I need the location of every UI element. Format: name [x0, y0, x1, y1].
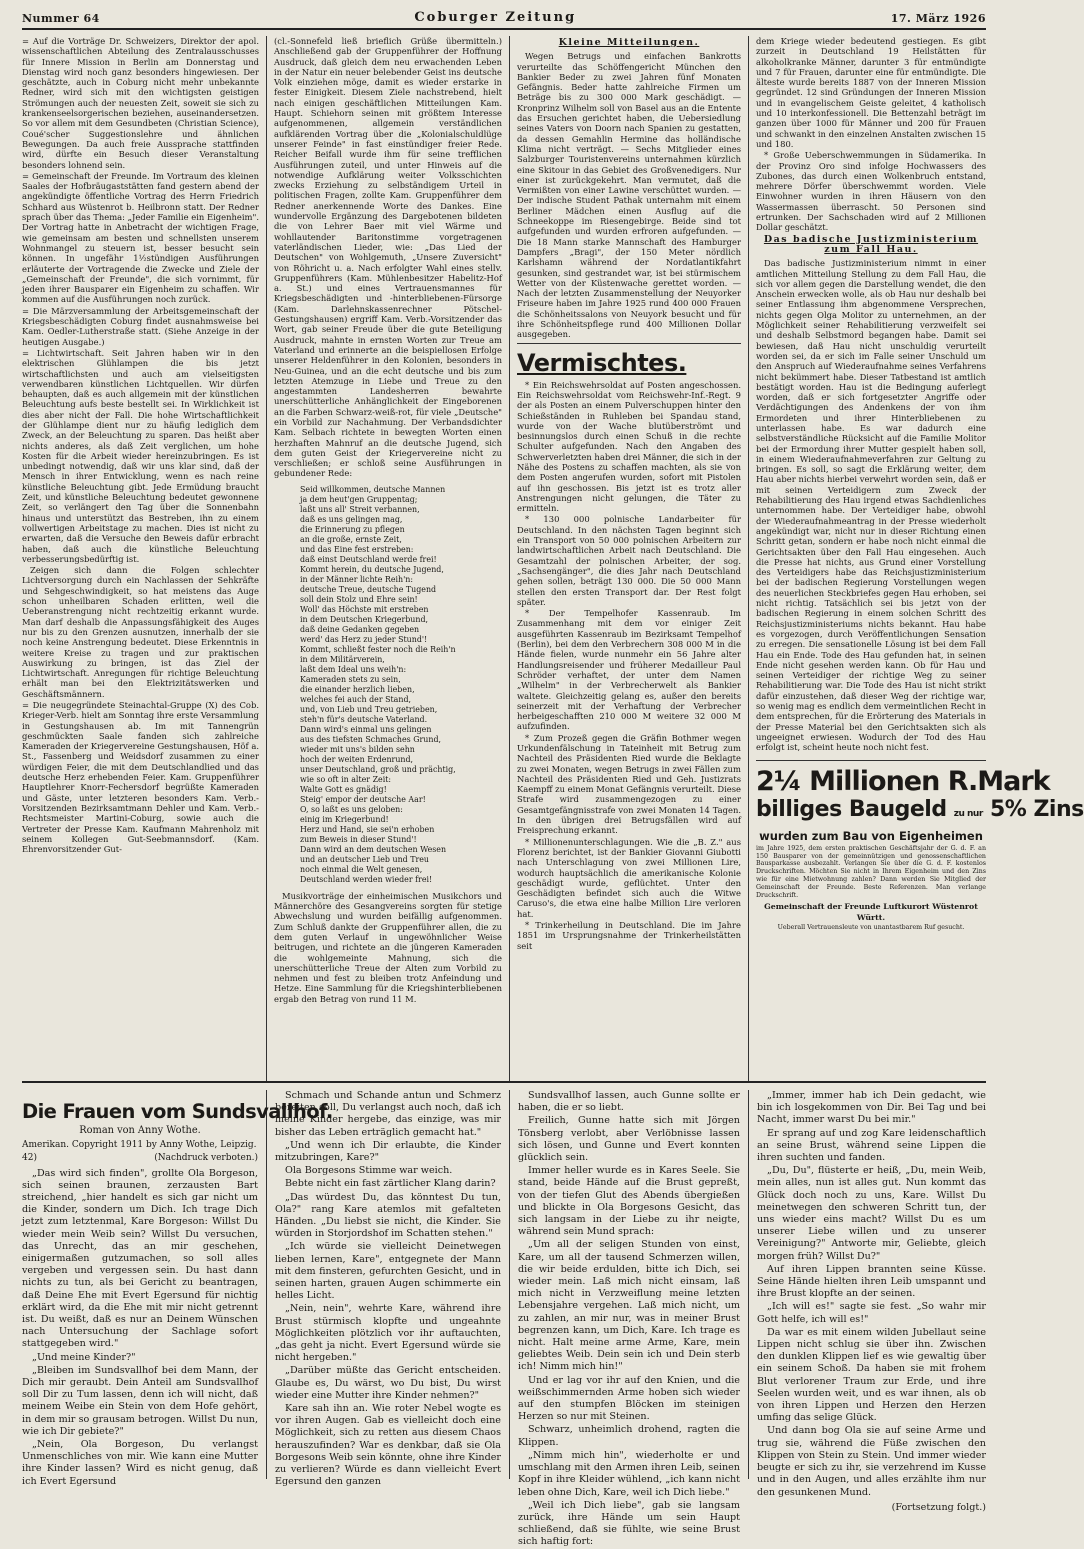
novel-text-2 [275, 1090, 501, 1489]
novel-paragraph: Da war es mit einem wilden Jubellaut seine Lippen nicht schlug sie über ihn. Zwischen den dunklen Klippen lief es wie gewaltig über ein seinem Schoß. Da haben sie mit frohem Blut verlorener Traum zur Erde, und ihre Seelen wurden weit, und es war ihnen, als ob von ihren Lippen und Herzen den Herzen umfing das selige Glück. [757, 1326, 986, 1424]
poem-line: steh'n für's deutsche Vaterland. [300, 714, 428, 724]
novel-meta [22, 1152, 258, 1164]
masthead [22, 8, 986, 30]
ad-subheadline-part2: zu nur [953, 809, 983, 820]
column-mitteilungen [510, 36, 749, 1081]
novel-column-4 [749, 1090, 986, 1513]
novel-paragraph: Schwarz, unheimlich drohend, ragten die Klippen. [518, 1424, 740, 1448]
article-kriegsbeschaedigte: = Die Märzversammlung der Arbeitsgemeinschaft der Kriegsbeschädigten Coburg findet ausnahmsweise bei Kam. Oedler-Lutherstraße statt. (Siehe Anzeige in der heutigen Ausgabe.) [22, 305, 259, 347]
novel-paragraph: Freilich, Gunne hatte sich mit Jörgen Tönsberg verlobt, aber Verlöbnisse lassen sich lösen, und Gunne und Evert konnten glücklich sein. [518, 1115, 740, 1164]
novel-paragraph: Ola Borgesons Stimme war weich. [285, 1165, 453, 1177]
article-kleine-mitteilungen: Wegen Betrugs und einfachen Bankrotts verurteilte das Schöffengericht München den Bankier Beder zu zwei Jahren fünf Monaten Gefängnis. Beder hatte zahlreiche Firmen um Beträge bis zu 300 000 Mark geschädigt. — Kronprinz Wilhelm soll von Basel aus an die Entente das Ersuchen gerichtet haben, die Uebersiedlung seines Vaters von Doorn nach Spanien zu gestatten, da dessen Gemahlin Hermine das holländische Klima nicht verträgt. — Sechs Mitglieder eines Salzburger Touristenvereins unternahmen kürzlich eine Skitour in das Gebiet des Großvenedigers. Nur einer ist zurückgekehrt. Man vermutet, daß die Vermißten von einer Lawine verschüttet wurden. — Der indische Student Pathak unternahm mit einem Berliner Mädchen einen Ausflug auf die Schneekoppe im Riesengebirge. Beide sind tot aufgefunden und wurden erfroren aufgefunden. — Die 18 Mann starke Mannschaft des Hamburger Dampfers „Bragi", der 150 Meter nördlich Karlshamn während der Nordatlantikfahrt gesunken, sind gestrandet war, ist bei stürmischem Wetter von der Küstenwache gerettet worden. — Nach der letzten Zusammenstellung der Neuyorker Friseure haben im Jahre 1925 rund 400 000 Frauen die Schönheitssalons von Neuyork besucht und für ihre Schönheitspflege rund 400 Millionen Dollar ausgegeben. [517, 51, 741, 340]
divider [517, 343, 741, 344]
novel-paragraph: Und er lag vor ihr auf den Knien, und die weißschimmernden Arme hoben sich wieder auf den stumpfen Blöcken im steinigen Herzen so nur mit Steinen. [518, 1374, 740, 1423]
article-gemeinschaft: = Gemeinschaft der Freunde. Im Vortraum des kleinen Saales der Hofbräugaststätten fand gestern abend der angekündigte öffentliche Vortrag des Herrn Friedrich Schhard aus Wüstenrot b. Heilbronn statt. Der Redner sprach über das Thema: „Jeder Familie ein Eigenheim". Der Vortrag hatte in Anbetracht der wichtigen Frage, wie gemeinsam am besten und schnellsten unserem Wohnmangel zu steuern ist, besser besucht sein können. In ungefähr 1½stündigen Ausführungen erläuterte der Vortragende die Zwecke und Ziele der „Gemeinschaft der Freunde", die sich vornimmt, für jeden ihrer Bausparer ein Eigenheim zu schaffen. Wir kommen auf die Ausführungen noch zurück. [22, 170, 259, 305]
poem-line: Walte Gott es gnädig! [300, 784, 387, 794]
poem-line: zum Beweis in dieser Stund'! [300, 834, 417, 844]
poem-line: Kameraden stets zu sein, [300, 674, 401, 684]
poem-line: Dann wird an dem deutschen Wesen [300, 844, 447, 854]
ad-subheadline-part3: 5% Zins [989, 797, 1084, 823]
column-local-news [22, 36, 267, 1081]
poem-line: aus des tiefsten Schmaches Grund, [300, 734, 442, 744]
novel-installment: 42) [22, 1153, 37, 1164]
novel-paragraph: „Darüber müßte das Gericht entscheiden. Glaube es, Du wärst, wo Du bist, Du wirst wieder eine Mutter ihre Kinder nehmen?" [275, 1365, 501, 1401]
article-fall-hau: Das badische Justizministerium nimmt in einer amtlichen Mitteilung Stellung zu dem Fall Hau, die sich vor allem gegen die Darstellung wendet, die den Anschein erwecken wolle, als ob Hau nur deshalb bei seiner Entlassung ihm abgenommene Versprechen, nichts gegen Olga Molitor zu unternehmen, an der Möglichkeit seiner Rehabilitierung verzweifelt sei und deshalb Selbstmord begangen habe. Damit sei bewiesen, daß Hau nicht unschuldig verurteilt worden sei, da er sich im Falle seiner Unschuld um den Anspruch auf Wiederaufnahme seines Verfahrens nicht bekümmert habe. Dieser Tatbestand ist amtlich bestätigt worden. Hau ist die Bedingung auferlegt worden, daß er sich fortgesetzter Angriffe oder Verdächtigungen des Andenkens der von ihm Ermordeten und ihrer Hinterbliebenen zu unterlassen habe. Es war dadurch eine selbstverständliche Rücksicht auf die Familie Molitor bei der Ermordung ihrer Mutter gespielt haben soll, in einem Wiederaufnahmeverfahren zur Geltung zu bringen. Es soll, so sagt die Erklärung weiter, dem Hau aber nichts hierbei verwehrt worden sein, daß er mit seinen Verteidigern zum Zweck der Rehabilitierung des Hau irgend etwas Sachdienliches unternommen habe. Der Verteidiger habe, obwohl der Wiederaufnahmeantrag in der Presse wiederholt angekündigt war, nicht nur in dieser Richtung einen Schritt getan, sondern er habe noch nicht einmal die Gerichtsakten über den Fall Hau eingesehen. Auch die Presse hat nichts, aus Grund einer Vorstellung des Verteidigers habe das Reichsjustizministerium bei der badischen Regierung Vorstellungen wegen des neuerlichen Steckbriefes gegen Hau erhoben, sei nicht richtig. Tatsächlich sei bis jetzt von der badischen Regierung in einem solchen Schritt des Reichsjustizministeriums nichts bekannt. Hau habe es vorgezogen, durch Veröffentlichungen Sensation zu erregen. Die sensationelle Lösung ist bei dem Fall Hau ein Ende. Tode des Hau gefunden hat, in seinen Ende nicht gesehen werden kann. Ob für Hau und seinen Verteidiger der richtige Weg zu seiner Rehabilitierung war. Die Tode des Hau ist nicht strikt dafür einzustehen, daß dieser Weg der richtige war, so wenig mag es endlich dem vermeintlichen Recht in dem entsprechen, für die Erörterung des Materials in der Presse Material bei den Gerichtsakten sich als ungeeignet erwiesen. Wodurch der Tod des Hau erfolgt ist, scheint heute noch nicht fest. [756, 258, 986, 753]
novel-text-3 [518, 1090, 740, 1549]
poem-line: die Erinnerung zu pflegen [300, 524, 405, 534]
novel-paragraph: „Das wird sich finden", grollte Ola Borgeson, sich seinen braunen, zerzausten Bart streichend, „hier handelt es sich gar nicht um die Kinder, sondern um Dich. Ich trage Dich jetzt zum letztenmal, Kare Borgeson: Willst Du wieder mein Weib sein? Willst Du versuchen, das Unrecht, das an mir geschehen, einigermaßen gutzumachen, so soll alles vergeben und vergessen sein. Du hast dann nichts zu tun, als bei Gericht zu beantragen, daß Deine Ehe mit Evert Egersund für nichtig erklärt wird, da die Ehe mit mir nicht getrennt ist. Du weißt, daß es nur an Deinem Wünschen nach Untersuchung der Sachlage sofort stattgegeben wird." [22, 1167, 258, 1350]
poem-line: Kommt herein, du deutsche Jugend, [300, 564, 444, 574]
novel-paragraph: Schmach und Schande antun und Schmerz bereiten soll, Du verlangst auch noch, daß ich meine Kinder hergebe, das einzige, was mir bisher das Leben erträglich gemacht hat." [275, 1090, 501, 1138]
article-kassenraub: * Der Tempelhofer Kassenraub. Im Zusammenhang mit dem vor einiger Zeit ausgeführten Kassenraub im Bezirksamt Tempelhof (Berlin), bei dem den Verbrechern 308 000 M in die Hände fielen, wurde nunmehr ein 56 Jahre alter Handlungsreisender und früherer Medailleur Paul Schröder verhaftet, der unter dem Namen „Wilhelm" in der Verbrecherwelt als Bankier waltete. Gleichzeitig gelang es, außer den bereits seinerzeit mit der Verhaftung der Verbrecher herbeigeschafften 210 000 M weitere 32 000 M aufzufinden. [517, 608, 741, 732]
ad-subheadline [756, 797, 1084, 827]
novel-paragraph: „Du, Du", flüsterte er heiß, „Du, mein Weib, mein alles, nun ist alles gut. Nun kommt das Glück doch noch zu uns, Kare. Willst Du meinetwegen den schweren Schritt tun, der uns wieder eins macht? Willst Du es um unserer Liebe willen und zu unserer Vereinigung?" Antworte mir, Geliebte, gleich morgen früh? Willst Du?" [757, 1165, 986, 1262]
poem-line: welches fei auch der Stand, [300, 694, 412, 704]
poem-line: einig im Kriegerbund! [300, 814, 389, 824]
ad-organization: Gemeinschaft der Freunde Luftkurort Wüstenrot Württ. [764, 902, 978, 922]
novel-paragraph: „Um all der seligen Stunden von einst, Kare, um all der tausend Schmerzen willen, die wir beide erdulden, bitte ich Dich, sei wieder mein. Laß mich nicht einsam, laß mich nicht in Verzweiflung meine letzten Lebensjahre vergehen. Laß mich nicht, um zu zahlen, an mir nur, was in meiner Brust begrenzen kann, um Dich, Kare. Ich trage es nicht. Halt meine arme Arme, Kare, mein geliebtes Weib. Dein sein ich und Dein sterb ich! Nimm mich hin!" [518, 1239, 740, 1373]
ad-headline: 2¼ Millionen R.Mark [756, 766, 1050, 798]
novel-paragraph: Immer heller wurde es in Kares Seele. Sie stand, beide Hände auf die Brust gepreßt, von der tiefen Glut des Abends übergießen und blickte in Ola Borgesons Gesicht, das sich langsam in der Liebe zu ihr neigte, während sein Mund sprach: [518, 1165, 740, 1238]
novel-paragraph: „Ich würde sie vielleicht Deinetwegen lieben lernen, Kare", entgegnete der Mann mit dem finsteren, gefurchten Gesicht, und in seinen harten, grauen Augen schimmerte ein helles Licht. [275, 1241, 501, 1302]
news-section [22, 36, 1084, 1083]
article-krieger-end: Musikvorträge der einheimischen Musikchors und Männerchöre des Gesangvereins sorgten für stetige Abwechslung und wurden beifällig aufgenommen. Zum Schluß dankte der Gruppenführer allen, die zu dem guten Verlauf in ungewöhnlicher Weise beitrugen, und richtete an die jüngeren Kameraden die wohlgemeinte Mahnung, sich die unerschütterliche Treue der Alten zum Vorbild zu nehmen und fest zu bleiben trotz Anfeindung und Hetze. Eine Sammlung für die Kriegshinterbliebenen ergab den Betrag von rund 11 M. [274, 890, 502, 1004]
poem-line: laßt dem Ideal uns weih'n: [300, 664, 407, 674]
article-suedamerika: * Große Ueberschwemmungen in Südamerika. In der Provinz Oro sind infolge Hochwassers des Zubones, das durch einen Wolkenbruch entstand, mehrere Dörfer überschwemmt worden. Viele Einwohner wurden in ihren Häusern von den Wassermassen überrascht. 50 Personen sind ertrunken. Der Sachschaden wird auf 2 Millionen Dollar geschätzt. [756, 150, 986, 233]
poem-line: ja dem heut'gen Gruppentag; [300, 494, 418, 504]
novel-title: Die Frauen vom Sundsvallhof. [22, 1100, 333, 1123]
poem-line: in der Männer lichte Reih'n: [300, 574, 414, 584]
poem-line: hoch der weiten Erdenrund, [300, 754, 414, 764]
poem-line: in dem Deutschen Kriegerbund, [300, 614, 429, 624]
newspaper-title: Coburger Zeitung [414, 10, 577, 25]
poem-line: Dann wird's einmal uns gelingen [300, 724, 432, 734]
article-krieger-cont: (cl.-Sonnefeld ließ brieflich Grüße übermitteln.) Anschließend gab der Gruppenführer der Hoffnung Ausdruck, daß gleich dem neu erwachenden Leben in der Natur ein neuer belebender Geist ins deutsche Volk einziehen möge, damit es wieder erstarke in fester Einigkeit. Diesem Ziele nachstrebend, hielt nach einigen geschäftlichen Mitteilungen Kam. Haupt. Schiehorn seinen mit größtem Interesse aufgenommenen, allgemein verständlichen aufklärenden Vortrag über die „Kolonialschuldlüge unserer Feinde" in fast einstündiger freier Rede. Reicher Beifall wurde ihm für seine trefflichen Ausführungen zuteil, und unter Hinweis auf die notwendige Aufklärung weiter Volksschichten zwecks Erziehung zu selbständigem Urteil in politischen Fragen, zollte Kam. Gruppenführer dem Redner anerkennende Worte des Dankes. Eine wundervolle Ergänzung des Dargebotenen bildeten die von Lehrer Baer mit viel Wärme und wohllautender Baritonstimme vorgetragenen vaterländischen Lieder, wie: „Das Lied der Deutschen" von Wohlgemuth, „Unsere Zuversicht" von Röhricht u. a. Nach erfolgter Wahl eines stellv. Gruppenführers (Kam. Mühlenbesitzer Habelitz-Hof a. St.) und eines Vertrauensmannes für Kriegsbeschädigten und -hinterbliebenen-Fürsorge (Kam. Darlehnskassenrechner Pötschel-Gestungshausen) ergriff Kam. Verb.-Vorsitzender das Wort, gab seiner Freude über die gute Beteiligung Ausdruck, mahnte in ernsten Worten zur Treue am Vaterland und erinnerte an die beispiellosen Erfolge unserer Heldenführer in den Kolonien, besonders in Neu-Guinea, und an die echt deutsche und bis zum letzten Atemzuge in Liebe und Treue zu den angestammten Landesherren bewahrte unerschütterliche Anhänglichkeit der Eingeborenen an die Farben Schwarz-weiß-rot, für viele „Deutsche" ein Vorbild zur Nachahmung. Der Verbandsdichter Kam. Selbach richtete in bewegten Worten einen herzhaften Mahnruf an die deutsche Jugend, sich dem guten Geist der Kriegervereine nicht zu verschließen; er schloß seine Ausführungen in gebundener Rede: [274, 36, 502, 479]
novel-column-3 [510, 1090, 749, 1548]
novel-paragraph: „Weil ich Dich liebe", gab sie langsam zurück, ihre Hände um sein Haupt schließend, daß sie fühlte, wie seine Brust sich haftig fort: [518, 1499, 740, 1548]
article-reichswehrsoldat: * Ein Reichswehrsoldat auf Posten angeschossen. Ein Reichswehrsoldat vom Reichswehr-Inf.-Regt. 9 der als Posten an einem Pulverschuppen hinter den Schießständen in Ruhleben bei Spandau stand, wurde von der Wache blutüberströmt und besinnungslos durch einen Schuß in die rechte Schulter aufgefunden. Nach den Angaben des Schwerverletzten haben drei Männer, die sich in der Nähe des Postens zu schaffen machten, als sie von dem Posten angerufen wurden, sofort mit Pistolen auf ihn geschossen. Bis jetzt ist es trotz aller Anstrengungen nicht gelungen, die Täter zu ermitteln. [517, 379, 742, 514]
poem [300, 485, 502, 885]
issue-date: 17. März 1926 [890, 12, 986, 25]
article-millionen: * Millionenunterschlagungen. Wie die „B. Z." aus Florenz berichtet, ist der Bankier Giovanni Giubotti nach Unterschlagung von zwei Millionen Lire, wodurch hauptsächlich die amerikanische Kolonie geschädigt wurde, geflüchtet. Unter den Geschädigten befindet sich auch die Witwe Caruso's, die etwa eine halbe Million Lire verloren hat. [517, 836, 741, 919]
poem-line: daß es uns gelingen mag, [300, 514, 403, 524]
novel-author: Roman von Anny Wothe. [79, 1125, 201, 1136]
poem-line: wieder mit uns's bilden sehn [300, 744, 415, 754]
novel-paragraph: „Nimm mich hin", wiederholte er und umschlang mit den Armen ihren Leib, seinen Kopf in ihre Kleider wühlend, „ich kann nicht leben ohne Dich, Kare, weil ich Dich liebe." [518, 1449, 740, 1498]
poem-line: Seid willkommen, deutsche Mannen [300, 484, 446, 494]
poem-line: wie so oft in alter Zeit: [300, 774, 392, 784]
poem-line: Deutschland werden wieder frei! [300, 874, 433, 884]
ad-recruitment: Ueberall Vertrauensleute von unantastbarem Ruf gesucht. [777, 923, 965, 931]
article-trinkerheilung: * Trinkerheilung in Deutschland. Die im Jahre 1851 im Ursprungsnahme der Trinkerheilstätten seit [517, 920, 741, 951]
poem-line: O, so laßt es uns geloben: [300, 804, 403, 814]
article-landarbeiter: * 130 000 polnische Landarbeiter für Deutschland. In den nächsten Tagen beginnt sich ein Transport von 50 000 polnischen Arbeitern zur landwirtschaftlichen Arbeit nach Deutschland. Die Gesamtzahl der polnischen Arbeiter, der sog. „Sachsengänger", die dies Jahr nach Deutschland gehen sollen, beträgt 130 000. Die 50 000 Mann stellen den ersten Transport dar. Der Rest folgt später. [517, 514, 741, 607]
novel-text-4 [757, 1090, 986, 1514]
novel-paragraph: Er sprang auf und zog Kare leidenschaftlich an seine Brust, während seine Lippen die ihren suchten und fanden. [757, 1127, 986, 1164]
heading-vermischtes: Vermischtes. [517, 348, 687, 377]
poem-line: in dem Militärverein, [300, 654, 385, 664]
poem-line: und, von Lieb und Treu getrieben, [300, 704, 438, 714]
ad-fineprint: im Jahre 1925, dem ersten praktischen Geschäftsjahr der G. d. F. an 150 Bausparer von der gemeinnützigen und genossenschaftlichen Bausparkasse ausbezahlt. Verlangen Sie über die G. d. F. kostenlos Druckschriften. Möchten Sie nicht in Ihrem Eigenheim und den Zins wie für eine Mietwohnung zahlen? Dann werden Sie Mitglied der Gemeinschaft der Freunde. Beste Referenzen. Man verlange Druckschrift. [756, 844, 986, 899]
poem-line: laßt uns all' Streit verbannen, [300, 504, 420, 514]
novel-paragraph: „Nein, Ola Borgeson, Du verlangst Unmenschliches von mir. Wie kann eine Mutter ihre Kinder lassen? Wird es nicht genug, daß ich Evert Egersund [22, 1439, 258, 1487]
issue-number: Nummer 64 [22, 12, 100, 25]
poem-line: und das Eine fest erstreben: [300, 544, 414, 554]
article-schweizer: = Auf die Vorträge Dr. Schweizers, Direktor der apol. wissenschaftlichen Abteilung des Zentralausschusses für Innere Mission in Berlin am Donnerstag und Dienstag wird noch ganz besonders hingewiesen. Der geschätzte, auch in Coburg nicht mehr unbekannte Redner, wird sich mit den wichtigsten geistigen Strömungen auch der neuesten Zeit, soweit sie sich zu krankenseelsorgerischen beziehen, auseinandersetzen. So vor allem mit dem Gesundbeten (Christian Science), Coué'scher Suggestionslehre und ähnlichen Bewegungen. Da auch freie Aussprache stattfinden wird, dürfte ein Besuch dieser Veranstaltung besonders lohnend sein. [22, 36, 259, 170]
poem-line: daß einst Deutschland werde frei! [300, 554, 437, 564]
poem-line: soll dein Stolz und Ehre sein! [300, 594, 418, 604]
article-bothmer: * Zum Prozeß gegen die Gräfin Bothmer wegen Urkundenfälschung in Tateinheit mit Betrug zum Nachteil des Präsidenten Ried wurde die Beklagte zu zwei Monaten, wegen Betrugs in zwei Fällen zum Nachteil des Präsidenten Ried und Geh. Justizrats Kaempff zu einem Monat Gefängnis verurteilt. Diese Strafe wird zusammengezogen zu einer Gesamtgefängnisstrafe von zwei Monaten 14 Tagen. In den übrigen drei Betrugsfällen wird auf Freisprechung erkannt. [517, 732, 741, 836]
poem-line: die einander herzlich lieben, [300, 684, 415, 694]
column-krieger [267, 36, 510, 1081]
ad-subheadline-part1: billiges Baugeld [756, 797, 947, 823]
novel-paragraph: „Das würdest Du, das könntest Du tun, Ola?" rang Kare atemlos mit gefalteten Händen. „Du liebst sie nicht, die Kinder. Sie würden in Storjordshof im Schatten stehen." [275, 1191, 501, 1240]
novel-paragraph: „Bleiben im Sundsvallhof bei dem Mann, der Dich mir geraubt. Dein Anteil am Sundsvallhof soll Dir zu Tum lassen, denn ich will nicht, daß meinem Weibe ein Stein von dem Hofe gehört, in dem mir so grausam betrogen. Willst Du nun, wie ich Dir gebiete?" [22, 1364, 258, 1437]
poem-line: noch einmal die Welt genesen, [300, 864, 423, 874]
poem-line: Herz und Hand, sie sei'n erhoben [300, 824, 435, 834]
poem-line: daß deine Gedanken gegeben [300, 624, 420, 634]
advertisement-baugeld [756, 760, 1084, 933]
poem-line: Kommt, schließt fester noch die Reih'n [300, 644, 456, 654]
novel-paragraph: „Ich will es!" sagte sie fest. „So wahr mir Gott helfe, ich will es!" [757, 1301, 986, 1325]
article-trinkerheilung-cont: dem Kriege wieder bedeutend gestiegen. Es gibt zurzeit in Deutschland 19 Heilstätten für alkoholkranke Männer, darunter 3 für entmündigte und 7 für Frauen, darunter eine für entmündigte. Die älteste wurde bereits 1887 von der Inneren Mission gegründet. 12 sind Gründungen der Inneren Mission und in evangelischem Geiste geleitet, 4 katholisch und 10 interkonfessionell. Die Bettenzahl beträgt im ganzen über 1000 für Männer und 200 für Frauen und schwankt in den einzelnen Anstalten zwischen 15 und 180. [756, 36, 986, 149]
novel-paragraph: Bebte nicht ein fast zärtlicher Klang darin? [285, 1178, 496, 1190]
novel-continued-notice: (Fortsetzung folgt.) [891, 1501, 986, 1513]
novel-paragraph: „Immer, immer hab ich Dein gedacht, wie bin ich losgekommen von Dir. Bei Tag und bei Nacht, immer warst Du bei mir." [757, 1090, 986, 1126]
poem-line: werd' das Herz zu jeder Stund'! [300, 634, 428, 644]
novel-column-1 [22, 1090, 333, 1487]
column-right [749, 36, 1084, 1081]
novel-paragraph: Kare sah ihn an. Wie roter Nebel wogte es vor ihren Augen. Gab es vielleicht doch eine Möglichkeit, sich zu retten aus diesem Chaos herauszufinden? War es denkbar, daß sie Ola Borgesons Weib sein könnte, ohne ihre Kinder zu verlieren? Würde es dann vielleicht Evert Egersund den ganzen [275, 1403, 501, 1488]
novel-column-2 [267, 1090, 510, 1488]
poem-line: an die große, ernste Zeit, [300, 534, 402, 544]
article-steinachtal: = Die neugegründete Steinachtal-Gruppe (X) des Cob. Krieger-Verb. hielt am Sonntag ihre erste Versammlung in Gestungshausen ab. Im mit Tannengrün geschmückten Saale fanden sich zahlreiche Kameraden der Kriegervereine Gestungshausen, Höf a. St., Fassenberg und Weidsdorf zusammen zu einer würdigen Feier, die mit dem Deutschlandlied und das deutsche Herz erhebenden Feier. Kam. Gruppenführer Hauptlehrer Knorr-Fechersdorf begrüßte Kameraden und Gäste, unter letzteren besonders Kam. Verb.-Vorsitzenden Bezirksamtmann Dehler und Kam. Verb.-Rechtsmeister Martini-Coburg, sowie auch die Vertreter der Presse Kam. Kaufmann Mahrenholz mit seinem Kollegen Gut-Seebmannsdorf. (Kam. Ehrenvorsitzender Gut- [22, 700, 259, 855]
novel-paragraph: Und dann bog Ola sie auf seine Arme und trug sie, während die Füße zwischen den Klippen von Stein zu Stein. Und immer wieder beugte er sich zu ihr, sie verzehrend im Kusse und in den Augen, und alles erzählte ihm nur den gesunkenen Mund. [757, 1425, 986, 1498]
ad-tagline: wurden zum Bau von Eigenheimen [759, 829, 983, 844]
novel-copyright: Amerikan. Copyright 1911 by Anny Wothe, Leipzig. [22, 1140, 257, 1151]
poem-line: deutsche Treue, deutsche Tugend [300, 584, 437, 594]
poem-line: und an deutscher Lieb und Treu [300, 854, 429, 864]
heading-kleine-mitteilungen: Kleine Mitteilungen. [558, 37, 700, 48]
novel-paragraph: Sundsvallhof lassen, auch Gunne sollte er haben, die er so liebt. [518, 1090, 740, 1114]
novel-paragraph: Auf ihren Lippen brannten seine Küsse. Seine Hände hielten ihren Leib umspannt und ihre Brust klopfte an der seinen. [757, 1263, 986, 1300]
article-lichtwirtschaft-cont: Zeigen sich dann die Folgen schlechter Lichtversorgung durch ein Nachlassen der Sehkräfte und Sehgeschwindigkeit, so hat meistens das Auge schon unheilbaren Schaden erlitten, weil die Ueberanstrengung nicht rechtzeitig erkannt wurde. Man darf deshalb die Anpassungsfähigkeit des Auges nur bis zu den Grenzen ausnutzen, innerhalb der sie noch keine Anstrengung bedeutet. Diese Erkenntnis in weitere Kreise zu tragen und zur praktischen Auswirkung zu bringen, ist das Ziel der Lichtwirtschaft. Anregungen für richtige Beleuchtung erhält man bei den Elektrizitätswerken und Geschäftsmännern. [22, 565, 259, 699]
heading-fall-hau: Das badische Justizministerium zum Fall Hau. [763, 233, 979, 255]
poem-line: Woll' das Höchste mit erstreben [300, 604, 429, 614]
novel-paragraph: „Und wenn ich Dir erlaubte, die Kinder mitzubringen, Kare?" [275, 1139, 501, 1164]
novel-text-1 [22, 1168, 258, 1488]
novel-paragraph: „Und meine Kinder?" [32, 1351, 136, 1363]
poem-line: unser Deutschland, groß und prächtig, [300, 764, 456, 774]
feuilleton-novel [22, 1090, 986, 1548]
article-lichtwirtschaft: = Lichtwirtschaft. Seit Jahren haben wir in den elektrischen Glühlampen die bis jetzt wirtschaftlichsten und auch am vielseitigsten verwendbaren künstlichen Lichtquellen. Wir dürfen behaupten, daß es auch allgemein mit der künstlichen Beleuchtung aufs beste bestellt sei. In Wirklichkeit ist dies aber nicht der Fall. Die hohe Wirtschaftlichkeit der Glühlampe dient nur zu häufig lediglich dem Zweck, an der Beleuchtung zu sparen. Das heißt aber nichts anderes, als daß Zeit verglichen, um hohe Kosten für die Arbeit wieder hereinzubringen. Es ist unbedingt notwendig, daß wir uns klar sind, daß der Mensch in ihrer Entwicklung, wenn es nach reine künstliche Beleuchtung gibt. Jede Ermüdung braucht Zeit, und künstliche Beleuchtung bedeutet gewonnene Zeit, so verlängert den Tag über die Sonnenbahn hinaus und unterstützt das Bestreben, ihn zu einem vollwertigen Arbeitstage zu machen. Dies ist nicht zu erwarten, daß die Versuche den Beweis dafür erbracht haben, daß auch die künstliche Beleuchtung verbesserungsbedürftig ist. [22, 347, 259, 564]
novel-paragraph: „Nein, nein", wehrte Kare, während ihre Brust stürmisch klopfte und ungeahnte Möglichkeiten plötzlich vor ihr auftauchten, „das geht ja nicht. Evert Egersund würde sie nicht hergeben." [275, 1303, 501, 1364]
poem-line: Steig' empor der deutsche Aar! [300, 794, 426, 804]
novel-notice: (Nachdruck verboten.) [154, 1153, 258, 1164]
